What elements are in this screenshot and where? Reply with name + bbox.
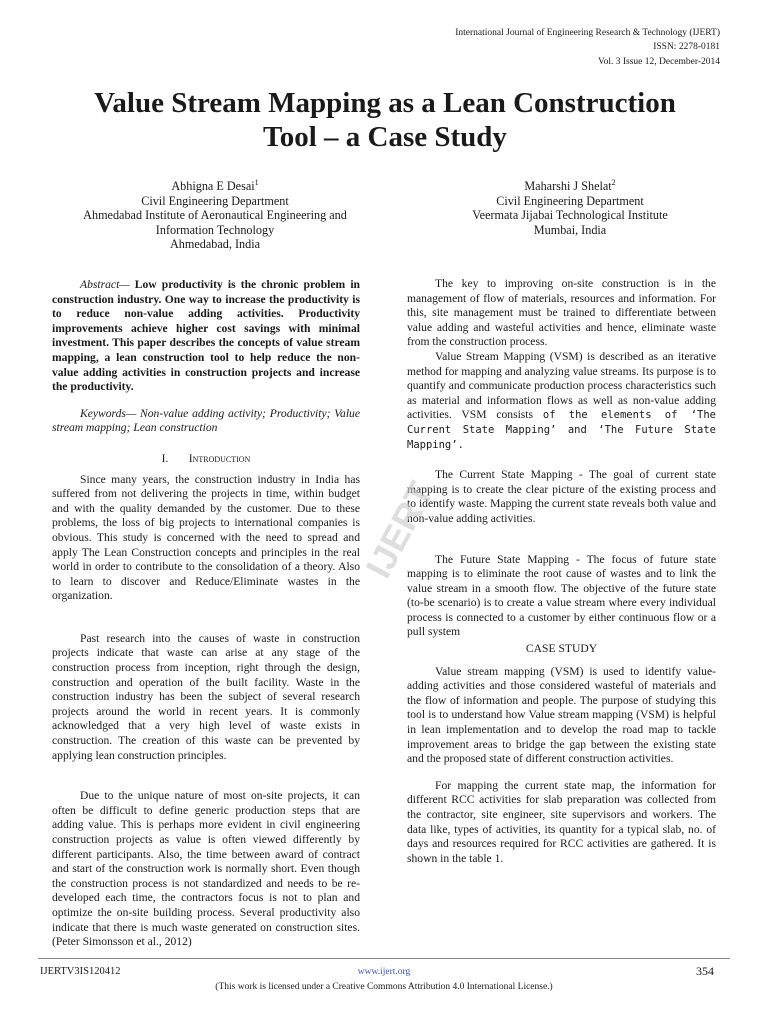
future-state-paragraph: The Future State Mapping - The focus of future state mapping is to eliminate the root cause of wastes and to link the value stream in a smooth flow. The objective of the future state (to-be scenario) is to create a value stream where every individual process is connected to a customer by either continuous flow or a pull system (407, 552, 716, 639)
footer-license: (This work is licensed under a Creative Commons Attribution 4.0 International License.) (215, 982, 553, 992)
author-2-sup: 2 (611, 178, 616, 187)
abstract-text: Low productivity is the chronic problem in construction industry. One way to increase the productivity is to reduce non-value adding activities. Productivity improvements achieve higher cost savings with minimal investment. This paper describes the concepts of value stream mapping, a lean construction tool to help reduce the non-value adding activities in construction projects and increase the productivity. (52, 278, 360, 394)
author-1-name: Abhigna E Desai (171, 179, 255, 194)
right-paragraph-2-mono: of the elements of ‘The Current State Mapping’ and ‘The Future State Mapping’. (407, 409, 716, 451)
author-1-inst-2: Information Technology (155, 222, 275, 237)
intro-paragraph-2: Past research into the causes of waste in construction projects indicate that waste can arise at any stage of the construction process from inception, right through the design, construction and operation of the built facility. Waste in the construction industry has been the subject of several research projects around the world in recent years. It is commonly acknowledged that a very high level of waste exists in construction. The creation of this waste can be prevented by applying lean construction principles. (52, 631, 360, 762)
section-title: Introduction (188, 451, 251, 465)
title-line-2: Tool – a Case Study (263, 121, 507, 153)
paper-title (40, 86, 730, 154)
author-2-inst: Veermata Jijabai Technological Institute (472, 208, 668, 223)
intro-paragraph-1: Since many years, the construction industry in India has suffered from not delivering the projects in time, within budget and with the quality demanded by the customer. Due to these problems, the loss of big projects to international companies is obvious. This study is concerned with the need to spread and apply The Lean Construction concepts and principles in the real world in order to contribute to the consolidation of a theory. Also to learn to discover and Reduce/Eliminate wastes in the organization. (52, 472, 360, 603)
journal-name: International Journal of Engineering Research & Technology (IJERT) (455, 28, 720, 38)
journal-issn: ISSN: 2278-0181 (653, 42, 720, 52)
ijert-watermark: IJERT (357, 475, 442, 585)
author-2 (410, 176, 730, 237)
section-number: I. (161, 451, 169, 465)
case-study-paragraph-2: For mapping the current state map, the information for different RCC activities for slab preparation was collected from the contractor, site engineer, site supervisors and workers. The data like, types of activities, its quantity for a typical slab, no. of days and resources required for RCC activities are gathered. It is shown in the table 1. (407, 778, 716, 865)
current-state-paragraph: The Current State Mapping - The goal of current state mapping is to create the clear picture of the existing process and to identify waste. Mapping the current state reveals both value and non-value adding activities. (407, 468, 716, 525)
keywords-label: Keywords— (80, 406, 137, 420)
journal-volume: Vol. 3 Issue 12, December-2014 (597, 57, 720, 67)
abstract (52, 278, 360, 395)
author-1-dept: Civil Engineering Department (141, 193, 289, 208)
author-1-inst: Ahmedabad Institute of Aeronautical Engineering and (83, 208, 347, 223)
right-paragraph-1: The key to improving on-site construction is in the management of flow of materials, resources and information. For this, site management must be trained to differentiate between value adding and wasteful activities and hence, eliminate waste from the construction process. (407, 277, 716, 349)
author-2-dept: Civil Engineering Department (496, 193, 644, 208)
footer-page-number: 354 (696, 964, 714, 978)
keywords (52, 407, 360, 436)
footer-rule (38, 958, 730, 959)
author-2-city: Mumbai, India (533, 222, 607, 237)
case-study-paragraph-1: Value stream mapping (VSM) is used to identify value-adding activities and those considered wasteful of materials and the flow of information and people. The purpose of studying this tool is to understand how Value stream mapping (VSM) is helpful in lean implementation and to develop the road map to tackle improvement areas to bridge the gap between the existing state and the proposed state of different construction activities. (407, 664, 716, 766)
right-paragraph-2 (407, 350, 716, 452)
right-paragraph-2-text: Value Stream Mapping (VSM) is described as an iterative method for mapping and analyzing value streams. Its purpose is to quantify and communicate production process characteristics such as material and information flows as well as non-value adding activities. VSM consists (407, 349, 716, 422)
footer-url[interactable]: www.ijert.org (357, 967, 411, 977)
section-heading-introduction (52, 452, 360, 467)
keywords-text: Non-value adding activity; Productivity; Value stream mapping; Lean construction (52, 406, 360, 435)
abstract-label: Abstract— (80, 278, 130, 291)
author-1-sup: 1 (254, 178, 259, 187)
left-column (52, 278, 360, 950)
author-2-name: Maharshi J Shelat (524, 179, 612, 194)
author-1-city: Ahmedabad, India (169, 237, 261, 252)
intro-paragraph-3: Due to the unique nature of most on-site projects, it can often be difficult to define generic production steps that are adding value. This is perhaps more evident in civil engineering construction projects as value is often viewed differently by different participants. Also, the time between award of contract and start of the construction work is normally short. Even though the construction process is not standardized and needs to be re-developed each time, the contractors focus is not to plan and optimize the on-site building process. Several productivity also indicate that there is much waste generated on construction sites. (Peter Simonsson et al., 2012) (52, 789, 360, 949)
author-1 (50, 176, 380, 252)
title-line-1: Value Stream Mapping as a Lean Construction (94, 87, 676, 119)
footer-paper-id: IJERTV3IS120412 (40, 966, 121, 977)
case-study-heading: CASE STUDY (525, 642, 598, 656)
